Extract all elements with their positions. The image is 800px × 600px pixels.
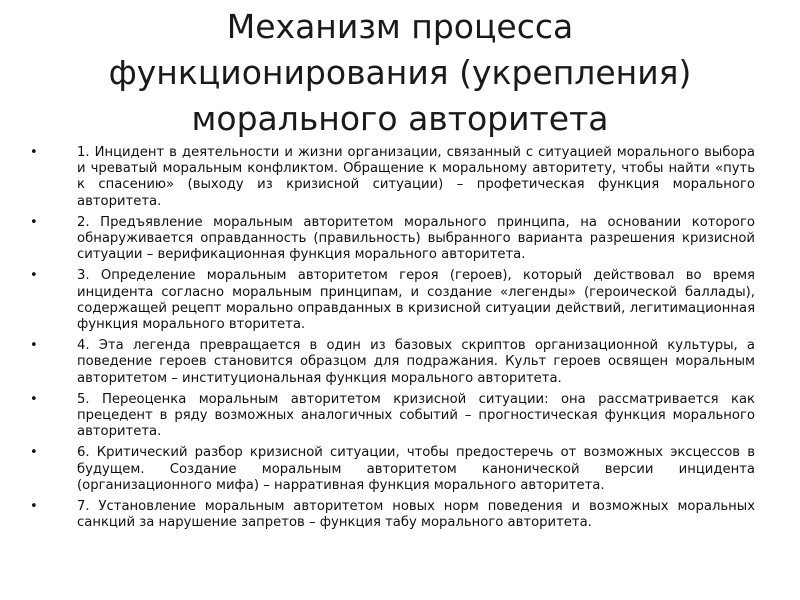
list-item (30, 338, 755, 387)
list-item-text: 3. Определение моральным авторитетом героя (героев), который действовал во время инцидента согласно моральным принципам, и создание «легенды» (героической баллады), содержащей рецепт морально оправданных в кризисной ситуации действий, легитимационная функция морального вторитета. (77, 268, 755, 333)
bullet-list (30, 145, 755, 536)
bullet-marker: • (30, 338, 38, 354)
bullet-marker: • (30, 391, 38, 407)
bullet-marker: • (30, 445, 38, 461)
list-item-text: 7. Установление моральным авторитетом новых норм поведения и возможных моральных санкций за нарушение запретов – функция табу морального авторитета. (77, 499, 755, 531)
slide-title: Механизм процесса функционирования (укрепления) морального авторитета (108, 7, 692, 138)
list-item (30, 215, 755, 264)
list-item-text: 5. Переоценка моральным авторитетом кризисной ситуации: она рассматривается как прецедент в ряду возможных аналогичных событий – прогностическая функция морального авторитета. (77, 391, 755, 440)
list-item (30, 499, 755, 531)
list-item (30, 145, 755, 210)
list-item (30, 268, 755, 333)
bullet-marker: • (30, 145, 38, 160)
bullet-marker: • (30, 214, 38, 230)
list-item (30, 392, 755, 441)
bullet-marker: • (30, 268, 38, 284)
list-item-text: 6. Критический разбор кризисной ситуации, чтобы предостеречь от возможных эксцессов в будущем. Создание моральным авторитетом канонической версии инцидента (организационного мифа) – нарративная функция морального авторитета. (77, 445, 755, 493)
bullet-marker: • (30, 499, 38, 515)
list-item (30, 445, 755, 494)
list-item-text: 4. Эта легенда превращается в один из базовых скриптов организационной культуры, а поведение героев становится образцом для подражания. Культ героев освящен моральным авторитетом – институциональная функция морального авторитета. (77, 338, 755, 386)
list-item-text: 2. Предъявление моральным авторитетом морального принципа, на основании которого обнаруживается оправданность (правильность) выбранного варианта разрешения кризисной ситуации – верификационная функция морального авторитета. (77, 214, 755, 263)
list-item-text: 1. Инцидент в деятельности и жизни организации, связанный с ситуацией морального выбора и чреватый моральным конфликтом. Обращение к моральному авторитету, чтобы найти «путь к спасению» (выходу из кризисной ситуации) – профетическая функция морального авторитета. (77, 145, 755, 209)
